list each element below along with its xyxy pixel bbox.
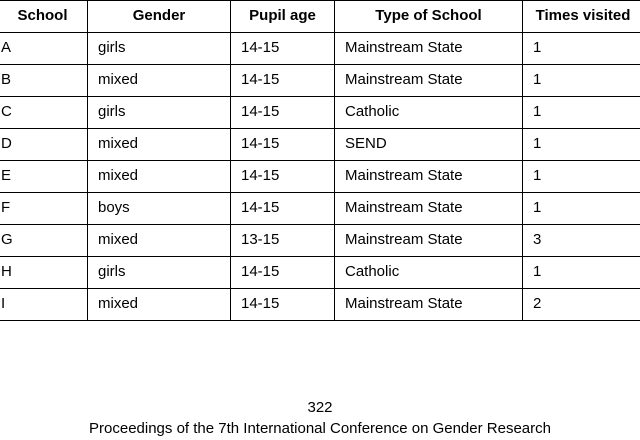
header-school: School — [0, 1, 88, 33]
cell-gender: girls — [88, 33, 231, 65]
page-number: 322 — [307, 399, 333, 416]
cell-times-visited: 1 — [523, 129, 640, 161]
cell-gender: mixed — [88, 129, 231, 161]
table-row — [0, 33, 640, 65]
table-row — [0, 65, 640, 97]
cell-type-of-school: Mainstream State — [335, 225, 523, 257]
table-row — [0, 161, 640, 193]
table-row — [0, 225, 640, 257]
cell-times-visited: 1 — [523, 65, 640, 97]
cell-gender: mixed — [88, 225, 231, 257]
cell-pupil-age: 14-15 — [231, 193, 335, 225]
cell-pupil-age: 14-15 — [231, 129, 335, 161]
cell-gender: mixed — [88, 65, 231, 97]
header-times-visited: Times visited — [523, 1, 640, 33]
cell-pupil-age: 14-15 — [231, 161, 335, 193]
table-row — [0, 257, 640, 289]
cell-type-of-school: Mainstream State — [335, 161, 523, 193]
cell-type-of-school: Catholic — [335, 97, 523, 129]
cell-gender: girls — [88, 97, 231, 129]
cell-times-visited: 1 — [523, 33, 640, 65]
table-body — [0, 33, 640, 321]
cell-type-of-school: Mainstream State — [335, 289, 523, 321]
cell-times-visited: 3 — [523, 225, 640, 257]
header-pupil-age: Pupil age — [231, 1, 335, 33]
cell-pupil-age: 14-15 — [231, 65, 335, 97]
cell-pupil-age: 13-15 — [231, 225, 335, 257]
cell-school: C — [0, 97, 88, 129]
cell-school: A — [0, 33, 88, 65]
cell-pupil-age: 14-15 — [231, 97, 335, 129]
cell-type-of-school: Mainstream State — [335, 33, 523, 65]
header-type-of-school: Type of School — [335, 1, 523, 33]
cell-times-visited: 2 — [523, 289, 640, 321]
cell-gender: boys — [88, 193, 231, 225]
cell-type-of-school: Catholic — [335, 257, 523, 289]
cell-school: B — [0, 65, 88, 97]
cell-school: I — [0, 289, 88, 321]
cell-gender: mixed — [88, 161, 231, 193]
cell-gender: girls — [88, 257, 231, 289]
cell-school: G — [0, 225, 88, 257]
proceedings-title: Proceedings of the 7th International Conference on Gender Research — [89, 420, 551, 437]
cell-type-of-school: SEND — [335, 129, 523, 161]
cell-pupil-age: 14-15 — [231, 257, 335, 289]
cell-times-visited: 1 — [523, 97, 640, 129]
header-gender: Gender — [88, 1, 231, 33]
cell-times-visited: 1 — [523, 193, 640, 225]
cell-times-visited: 1 — [523, 257, 640, 289]
cell-times-visited: 1 — [523, 161, 640, 193]
cell-school: D — [0, 129, 88, 161]
table-row — [0, 193, 640, 225]
cell-school: H — [0, 257, 88, 289]
cell-gender: mixed — [88, 289, 231, 321]
cell-school: F — [0, 193, 88, 225]
table-row — [0, 129, 640, 161]
table-row — [0, 97, 640, 129]
cell-school: E — [0, 161, 88, 193]
table-row — [0, 289, 640, 321]
cell-type-of-school: Mainstream State — [335, 193, 523, 225]
table-header-row — [0, 1, 640, 33]
cell-pupil-age: 14-15 — [231, 289, 335, 321]
cell-type-of-school: Mainstream State — [335, 65, 523, 97]
cell-pupil-age: 14-15 — [231, 33, 335, 65]
